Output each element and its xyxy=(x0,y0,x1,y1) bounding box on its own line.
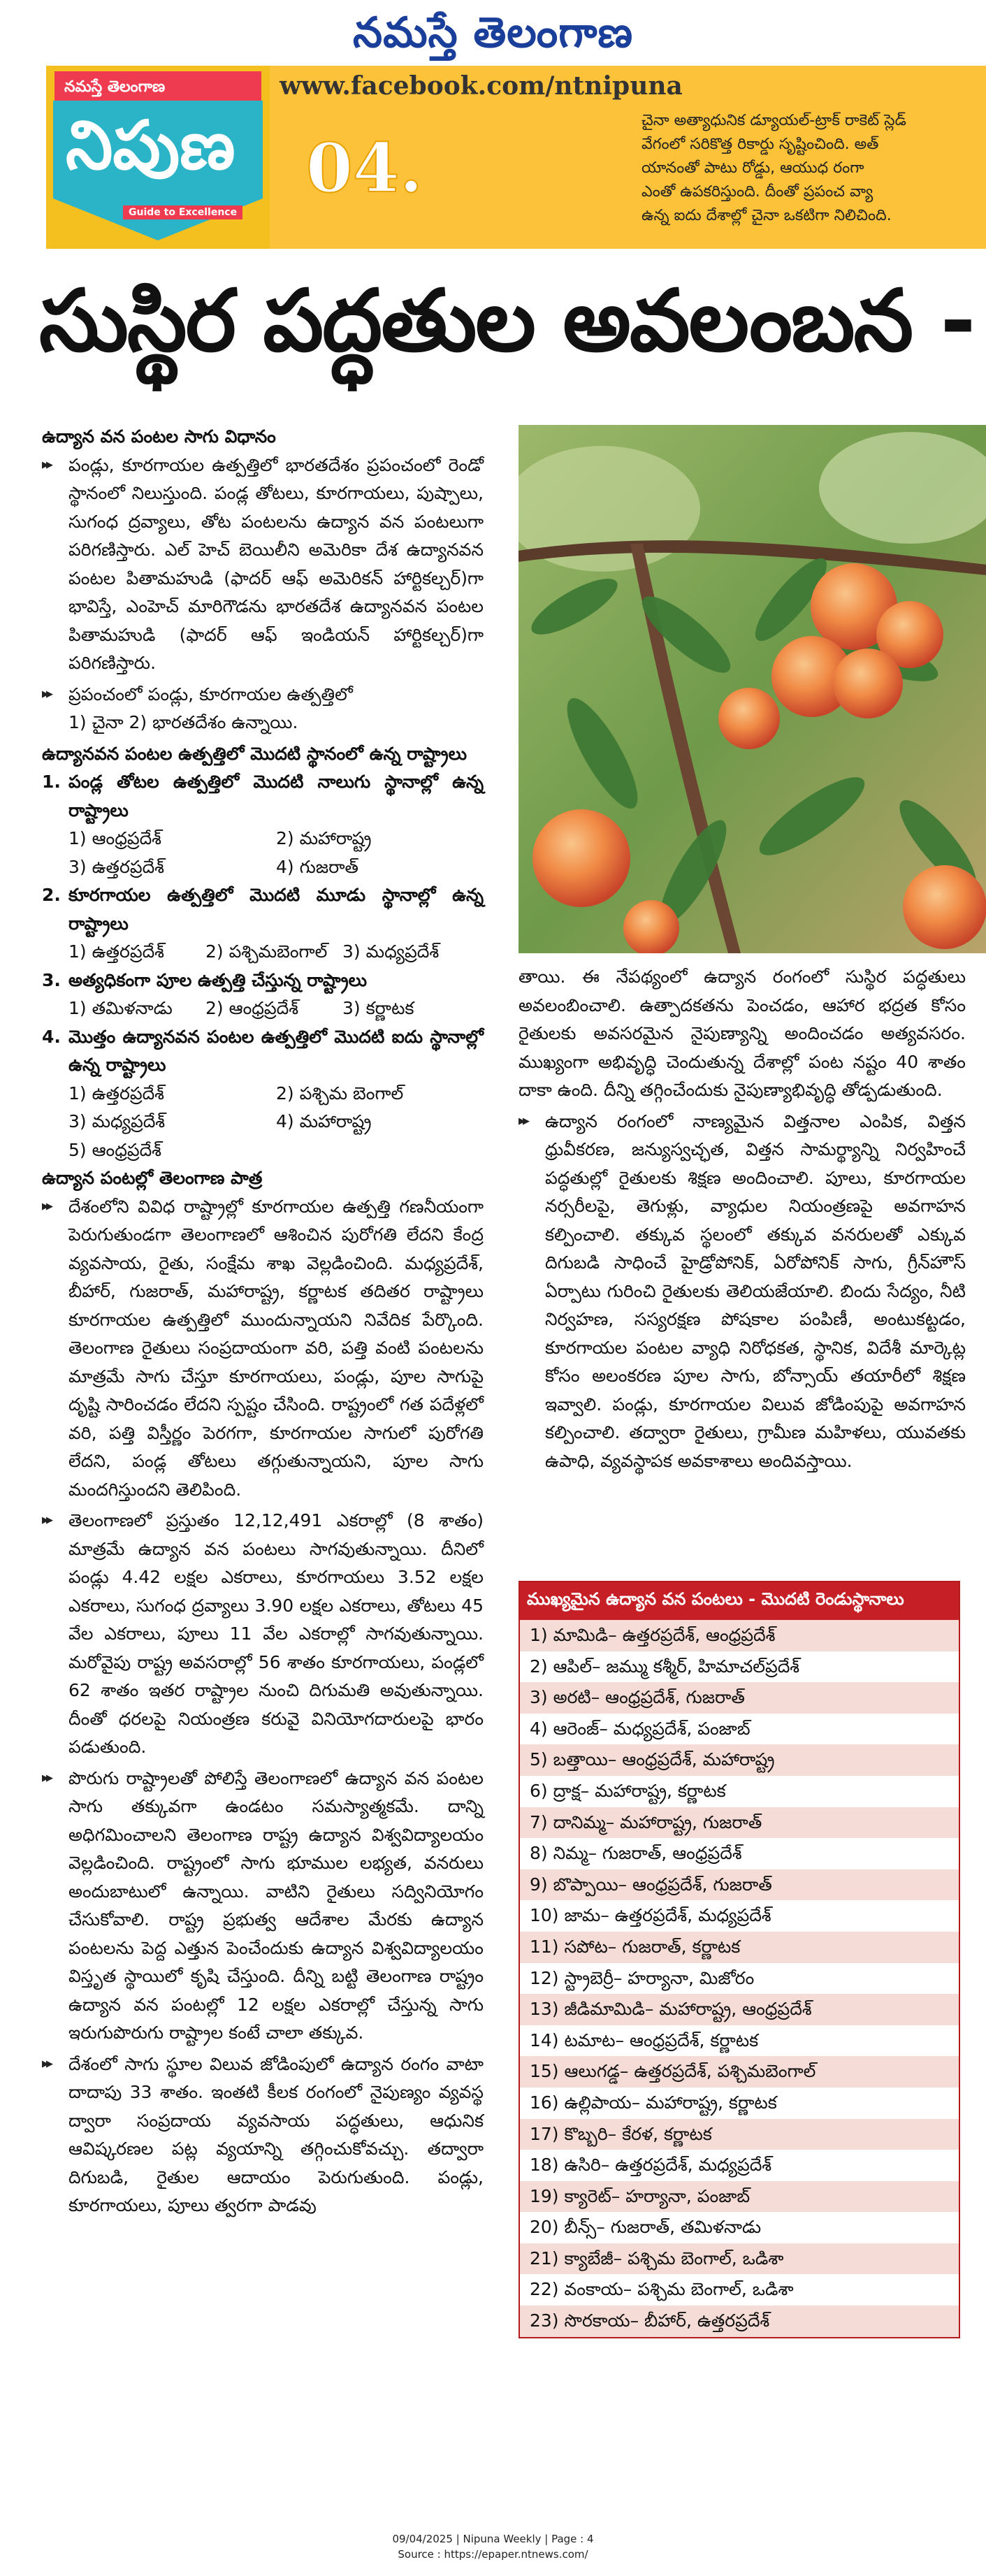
numbered-list-item xyxy=(42,967,484,1023)
logo-top-label: నమస్తే తెలంగాణ xyxy=(55,71,261,103)
list-entry: 4) గుజరాత్‌ xyxy=(276,856,358,877)
table-row: 13) జీడిమామిడి– మహారాష్ట్ర, ఆంధ్రప్రదేశ్‌ xyxy=(520,1994,959,2025)
list-entry: 1) ఉత్తరప్రదేశ్‌ xyxy=(68,941,165,962)
section-heading: ఉద్యానవన పంటల ఉత్పత్తిలో మొదటి స్థానంలో ఉన్న రాష్ట్రాలు xyxy=(42,743,467,764)
list-entry: 2) పశ్చిమ బెంగాల్‌ xyxy=(276,1083,404,1104)
table-row: 14) టమాట– ఆంధ్రప్రదేశ్‌, కర్ణాటక xyxy=(520,2025,959,2057)
paragraph-text: ప్రపంచంలో పండ్లు, కూరగాయల ఉత్పత్తిలో xyxy=(68,683,353,704)
table-row: 2) ఆపిల్‌– జమ్ము కశ్మీర్‌, హిమాచల్‌ప్రదేశ్‌ xyxy=(520,1651,959,1683)
table-row: 9) బొప్పాయి– ఆంధ్రప్రదేశ్‌, గుజరాత్‌ xyxy=(520,1869,959,1901)
table-row: 6) ద్రాక్ష– మహారాష్ట్ర, కర్ణాటక xyxy=(520,1776,959,1807)
list-title: పండ్ల తోటల ఉత్పత్తిలో మొదటి నాలుగు స్థానాల్లో ఉన్న రాష్ట్రాలు xyxy=(68,772,484,820)
list-number: 2. xyxy=(42,885,61,905)
paragraph: ▶▶ ఉద్యాన రంగంలో నాణ్యమైన విత్తనాల ఎంపిక, విత్తన ధ్రువీకరణ, జన్యుస్వచ్ఛత, విత్తన సామర్థ్యాన్ని నిర్వహించే పద్ధతుల్లో రైతులకు శిక్షణ అందించాలి. పూలు, కూరగాయల నర్సరీలపై, తెగుళ్లు, వ్యాధుల నియంత్రణపై అవగాహన కల్పించాలి. తక్కువ స్థలంలో తక్కువ వనరులతో ఎక్కువ దిగుబడి సాధించే హైడ్రోపోనిక్‌, ఏరోపోనిక్‌ సాగు, గ్రీన్‌హౌస్‌ ఏర్పాటు గురించి రైతులకు తెలియజేయాలి. బిందు సేద్యం, నీటి నిర్వహణ, సస్యరక్షణ పోషకాల పంపిణీ, అంటుకట్టడం, కూరగాయల పంటల వ్యాధి నిరోధకత, స్థానిక, విదేశీ మార్కెట్ల కోసం అలంకరణ పూల సాగు, బోన్సాయ్‌ తయారీలో శిక్షణ ఇవ్వాలి. పండ్లు, కూరగాయల విలువ జోడింపుపై అవగాహన కల్పించాలి. తద్వారా రైతులు, గ్రామీణ మహిళలు, యువతకు ఉపాధి, వ్యవస్థాపక అవకాశాలు అందివస్తాయి. xyxy=(519,1108,966,1476)
list-entry: 3) మధ్యప్రదేశ్‌ xyxy=(68,1111,166,1131)
list-number: 1. xyxy=(42,772,61,792)
left-column xyxy=(42,423,484,2223)
table-row: 5) బత్తాయి– ఆంధ్రప్రదేశ్‌, మహారాష్ట్ర xyxy=(520,1744,959,1776)
numbered-list-item xyxy=(42,881,484,967)
crop-table xyxy=(519,1581,960,2338)
teaser-line: ఎంతో ఉపకరిస్తుంది. దీంతో ప్రపంచ వ్యా xyxy=(641,183,873,201)
teaser-line: వేగంలో సరికొత్త రికార్డు సృష్టించింది. అత్ xyxy=(641,136,879,153)
list-entry: 3) మధ్యప్రదేశ్‌ xyxy=(342,941,440,962)
table-row: 23) సొరకాయ– బీహార్‌, ఉత్తరప్రదేశ్‌ xyxy=(520,2306,959,2337)
issue-number: 04. xyxy=(306,129,423,208)
table-row: 17) కొబ్బరి– కేరళ, కర్ణాటక xyxy=(520,2119,959,2150)
list-entry: 2) ఆంధ్రప్రదేశ్‌ xyxy=(205,998,299,1018)
table-body xyxy=(520,1620,959,2337)
section-heading: ఉద్యాన వన పంటల సాగు విధానం xyxy=(42,426,276,447)
paragraph: తాయి. ఈ నేపథ్యంలో ఉద్యాన రంగంలో సుస్థిర పద్ధతులు అవలంబించాలి. ఉత్పాదకతను పెంచడం, ఆహార భద్రత కోసం రైతులకు అవసరమైన నైపుణ్యాన్ని అందించడం అత్యవసరం. ముఖ్యంగా అభివృద్ధి చెందుతున్న దేశాల్లో పంట నష్టం 40 శాతం దాకా ఉంది. దీన్ని తగ్గించేందుకు నైపుణ్యాభివృద్ధి తోడ్పడుతుంది. xyxy=(519,967,966,1100)
teaser-line: యానంతో పాటు రోడ్డు, ఆయుధ రంగా xyxy=(641,159,864,177)
table-row: 18) ఉసిరి– ఉత్తరప్రదేశ్‌, మధ్యప్రదేశ్‌ xyxy=(520,2150,959,2181)
table-row: 12) స్ట్రాబెర్రీ– హర్యానా, మిజోరం xyxy=(520,1963,959,1995)
paragraph: ▶▶ దేశంలోని వివిధ రాష్ట్రాల్లో కూరగాయల ఉత్పత్తి గణనీయంగా పెరుగుతుండగా తెలంగాణలో ఆశించిన పురోగతి లేదని కేంద్ర వ్యవసాయ, రైతు, సంక్షేమ శాఖ వెల్లడించింది. మధ్యప్రదేశ్‌, బీహార్‌, గుజరాత్‌, మహారాష్ట్ర, కర్ణాటక తదితర రాష్ట్రాలు కూరగాయల ఉత్పత్తిలో ముందున్నాయని నివేదిక పేర్కొంది. తెలంగాణ రైతులు సంప్రదాయంగా వరి, పత్తి వంటి పంటలను మాత్రమే సాగు చేస్తూ కూరగాయలు, పండ్లు, పూల సాగుపై దృష్టి సారించడం లేదని స్పష్టం చేసింది. రాష్ట్రంలో గత పదేళ్లలో వరి, పత్తి విస్తీర్ణం పెరగగా, కూరగాయల సాగులో పురోగతి లేదని, పండ్ల తోటలు తగ్గుతున్నాయని, పూల సాగు మందగిస్తుందని తెలిపింది. xyxy=(42,1193,484,1505)
paragraph: ▶▶ తెలంగాణలో ప్రస్తుతం 12,12,491 ఎకరాల్లో (8 శాతం) మాత్రమే ఉద్యాన వన పంటలు సాగవుతున్నాయి. దీనిలో పండ్లు 4.42 లక్షల ఎకరాలు, కూరగాయలు 3.52 లక్షల ఎకరాలు, సుగంధ ద్రవ్యాలు 3.90 లక్షల ఎకరాలు, తోటలు 45 వేల ఎకరాలు, పూలు 11 వేల ఎకరాల్లో సాగవుతున్నాయి. మరోవైపు రాష్ట్ర అవసరాల్లో 56 శాతం కూరగాయలు, పండ్లలో 62 శాతం ఇతర రాష్ట్రాల నుంచి దిగుమతి అవుతున్నాయి. దీంతో ధరలపై నియంత్రణ కరువై వినియోగదారులపై భారం పడుతుంది. xyxy=(42,1507,484,1762)
peach-tree-photo xyxy=(519,425,986,953)
table-row: 16) ఉల్లిపాయ– మహారాష్ట్ర, కర్ణాటక xyxy=(520,2087,959,2119)
teaser-line: ఉన్న ఐదు దేశాల్లో చైనా ఒకటిగా నిలిచింది. xyxy=(641,207,892,224)
masthead-title: నమస్తే తెలంగాణ xyxy=(352,8,634,57)
banner-teaser xyxy=(641,109,986,228)
right-column xyxy=(519,963,966,1478)
table-row: 15) ఆలుగడ్డ– ఉత్తరప్రదేశ్‌, పశ్చిమబెంగాల్‌ xyxy=(520,2056,959,2087)
table-row: 21) క్యాబేజీ– పశ్చిమ బెంగాల్‌, ఒడిశా xyxy=(520,2243,959,2275)
table-row: 10) జామ– ఉత్తరప్రదేశ్‌, మధ్యప్రదేశ్‌ xyxy=(520,1900,959,1932)
section-heading: ఉద్యాన పంటల్లో తెలంగాణ పాత్ర xyxy=(42,1168,263,1188)
fruit-branch-image xyxy=(519,425,986,953)
numbered-list-item xyxy=(42,1023,484,1165)
table-row: 11) సపోట– గుజరాత్‌, కర్ణాటక xyxy=(520,1932,959,1963)
paragraph: ▶▶ పొరుగు రాష్ట్రాలతో పోలిస్తే తెలంగాణలో ఉద్యాన వన పంటల సాగు తక్కువగా ఉండటం సమస్యాత్మకమే. దాన్ని అధిగమించాలని తెలంగాణ రాష్ట్ర ఉద్యాన విశ్వవిద్యాలయం వెల్లడించింది. రాష్ట్రంలో సాగు భూముల లభ్యత, వనరులు అందుబాటులో ఉన్నాయి. వాటిని రైతులు సద్వినియోగం చేసుకోవాలి. రాష్ట్ర ప్రభుత్వ ఆదేశాల మేరకు ఉద్యాన పంటలను పెద్ద ఎత్తున పెంచేందుకు ఉద్యాన విశ్వవిద్యాలయం విస్తృత స్థాయిలో కృషి చేస్తుంది. దీన్ని బట్టి తెలంగాణ రాష్ట్రం ఉద్యాన వన పంటల్లో 12 లక్షల ఎకరాల్లో చేస్తున్న సాగు ఇరుగుపొరుగు రాష్ట్రాల కంటే చాలా తక్కువ. xyxy=(42,1765,484,2048)
teaser-line: చైనా అత్యాధునిక డ్యూయల్‌-ట్రాక్‌ రాకెట్‌ స్లెడ్‌ xyxy=(641,112,906,129)
table-title: ముఖ్యమైన ఉద్యాన వన పంటలు - మొదటి రెండుస్థానాలు xyxy=(520,1582,959,1620)
list-entry: 2) మహారాష్ట్ర xyxy=(276,828,372,848)
paragraph: ▶▶ దేశంలో సాగు స్థూల విలువ జోడింపులో ఉద్యాన రంగం వాటా దాదాపు 33 శాతం. ఇంతటి కీలక రంగంలో నైపుణ్యం వ్యవస్థ ద్వారా సంప్రదాయ వ్యవసాయ పద్ధతులు, ఆధునిక ఆవిష్కరణల పట్ల వ్యయాన్ని తగ్గించుకోవచ్చు. తద్వారా దిగుబడి, రైతుల ఆదాయం పెరుగుతుంది. పండ్లు, కూరగాయలు, పూలు త్వరగా పాడవు xyxy=(42,2050,484,2220)
nipuna-logo xyxy=(46,66,270,249)
list-entry: 2) పశ్చిమబెంగాల్‌ xyxy=(205,941,328,962)
list-title: కూరగాయల ఉత్పత్తిలో మొదటి మూడు స్థానాల్లో ఉన్న రాష్ట్రాలు xyxy=(68,885,484,934)
article-headline: సుస్థిర పద్ధతుల అవలంబన - xyxy=(39,271,975,370)
table-row: 1) మామిడి– ఉత్తరప్రదేశ్‌, ఆంధ్రప్రదేశ్‌ xyxy=(520,1620,959,1651)
table-row: 8) నిమ్మ– గుజరాత్‌, ఆంధ్రప్రదేశ్‌ xyxy=(520,1838,959,1869)
table-row: 19) క్యారెట్‌– హర్యానా, పంజాబ్‌ xyxy=(520,2181,959,2213)
logo-word: నిపుణ xyxy=(66,106,235,184)
paragraph: ▶▶ పండ్లు, కూరగాయల ఉత్పత్తిలో భారతదేశం ప్రపంచంలో రెండో స్థానంలో నిలుస్తుంది. పండ్ల తోటలు, కూరగాయలు, పుష్పాలు, సుగంధ ద్రవ్యాలు, తోట పంటలను ఉద్యాన వన పంటలుగా పరిగణిస్తారు. ఎల్‌ హెచ్‌ బెయిలీని అమెరికా దేశ ఉద్యానవన పంటల పితామహుడి (ఫాదర్‌ ఆఫ్‌ అమెరికన్‌ హార్టికల్చర్‌)గా భావిస్తే, ఎంహెచ్‌ మారిగౌడను భారతదేశ ఉద్యానవన పంటల పితామహుడి (ఫాదర్‌ ఆఫ్‌ ఇండియన్‌ హార్టికల్చర్‌)గా పరిగణిస్తారు. xyxy=(42,451,484,678)
list-entry: 4) మహారాష్ట్ర xyxy=(276,1111,372,1131)
list-entry: 5) ఆంధ్రప్రదేశ్‌ xyxy=(68,1139,162,1160)
footer-source-link[interactable]: Source : https://epaper.ntnews.com/ xyxy=(398,2548,588,2561)
list-number: 4. xyxy=(42,1026,61,1047)
table-row: 20) బీన్స్‌– గుజరాత్‌, తమిళనాడు xyxy=(520,2212,959,2243)
footer-date-line: 09/04/2025 | Nipuna Weekly | Page : 4 xyxy=(392,2533,594,2545)
paragraph-text: 1) చైనా 2) భారతదేశం ఉన్నాయి. xyxy=(68,712,298,732)
paragraph xyxy=(42,681,484,737)
numbered-list-item xyxy=(42,768,484,881)
table-row: 7) దానిమ్మ– మహారాష్ట్ర, గుజరాత్‌ xyxy=(520,1807,959,1839)
list-entry: 3) కర్ణాటక xyxy=(342,998,414,1018)
list-title: అత్యధికంగా పూల ఉత్పత్తి చేస్తున్న రాష్ట్రాలు xyxy=(68,969,367,990)
facebook-url-link[interactable]: www.facebook.com/ntnipuna xyxy=(280,71,683,101)
table-row: 22) వంకాయ– పశ్చిమ బెంగాల్‌, ఒడిశా xyxy=(520,2274,959,2306)
masthead xyxy=(0,0,986,63)
list-entry: 1) తమిళనాడు xyxy=(68,998,173,1018)
list-entry: 1) ఉత్తరప్రదేశ్‌ xyxy=(68,1083,165,1104)
page-footer xyxy=(0,2531,986,2562)
list-entry: 3) ఉత్తరప్రదేశ్‌ xyxy=(68,856,165,877)
table-row: 4) ఆరెంజ్‌– మధ్యప్రదేశ్‌, పంజాబ్‌ xyxy=(520,1714,959,1745)
list-title: మొత్తం ఉద్యానవన పంటల ఉత్పత్తిలో మొదటి ఐదు స్థానాల్లో ఉన్న రాష్ట్రాలు xyxy=(68,1026,484,1075)
list-entry: 1) ఆంధ్రప్రదేశ్‌ xyxy=(68,828,162,848)
section-banner xyxy=(46,66,986,249)
list-number: 3. xyxy=(42,969,61,990)
table-row: 3) అరటి– ఆంధ్రప్రదేశ్‌, గుజరాత్‌ xyxy=(520,1682,959,1714)
logo-tagline: Guide to Excellence xyxy=(123,205,242,219)
